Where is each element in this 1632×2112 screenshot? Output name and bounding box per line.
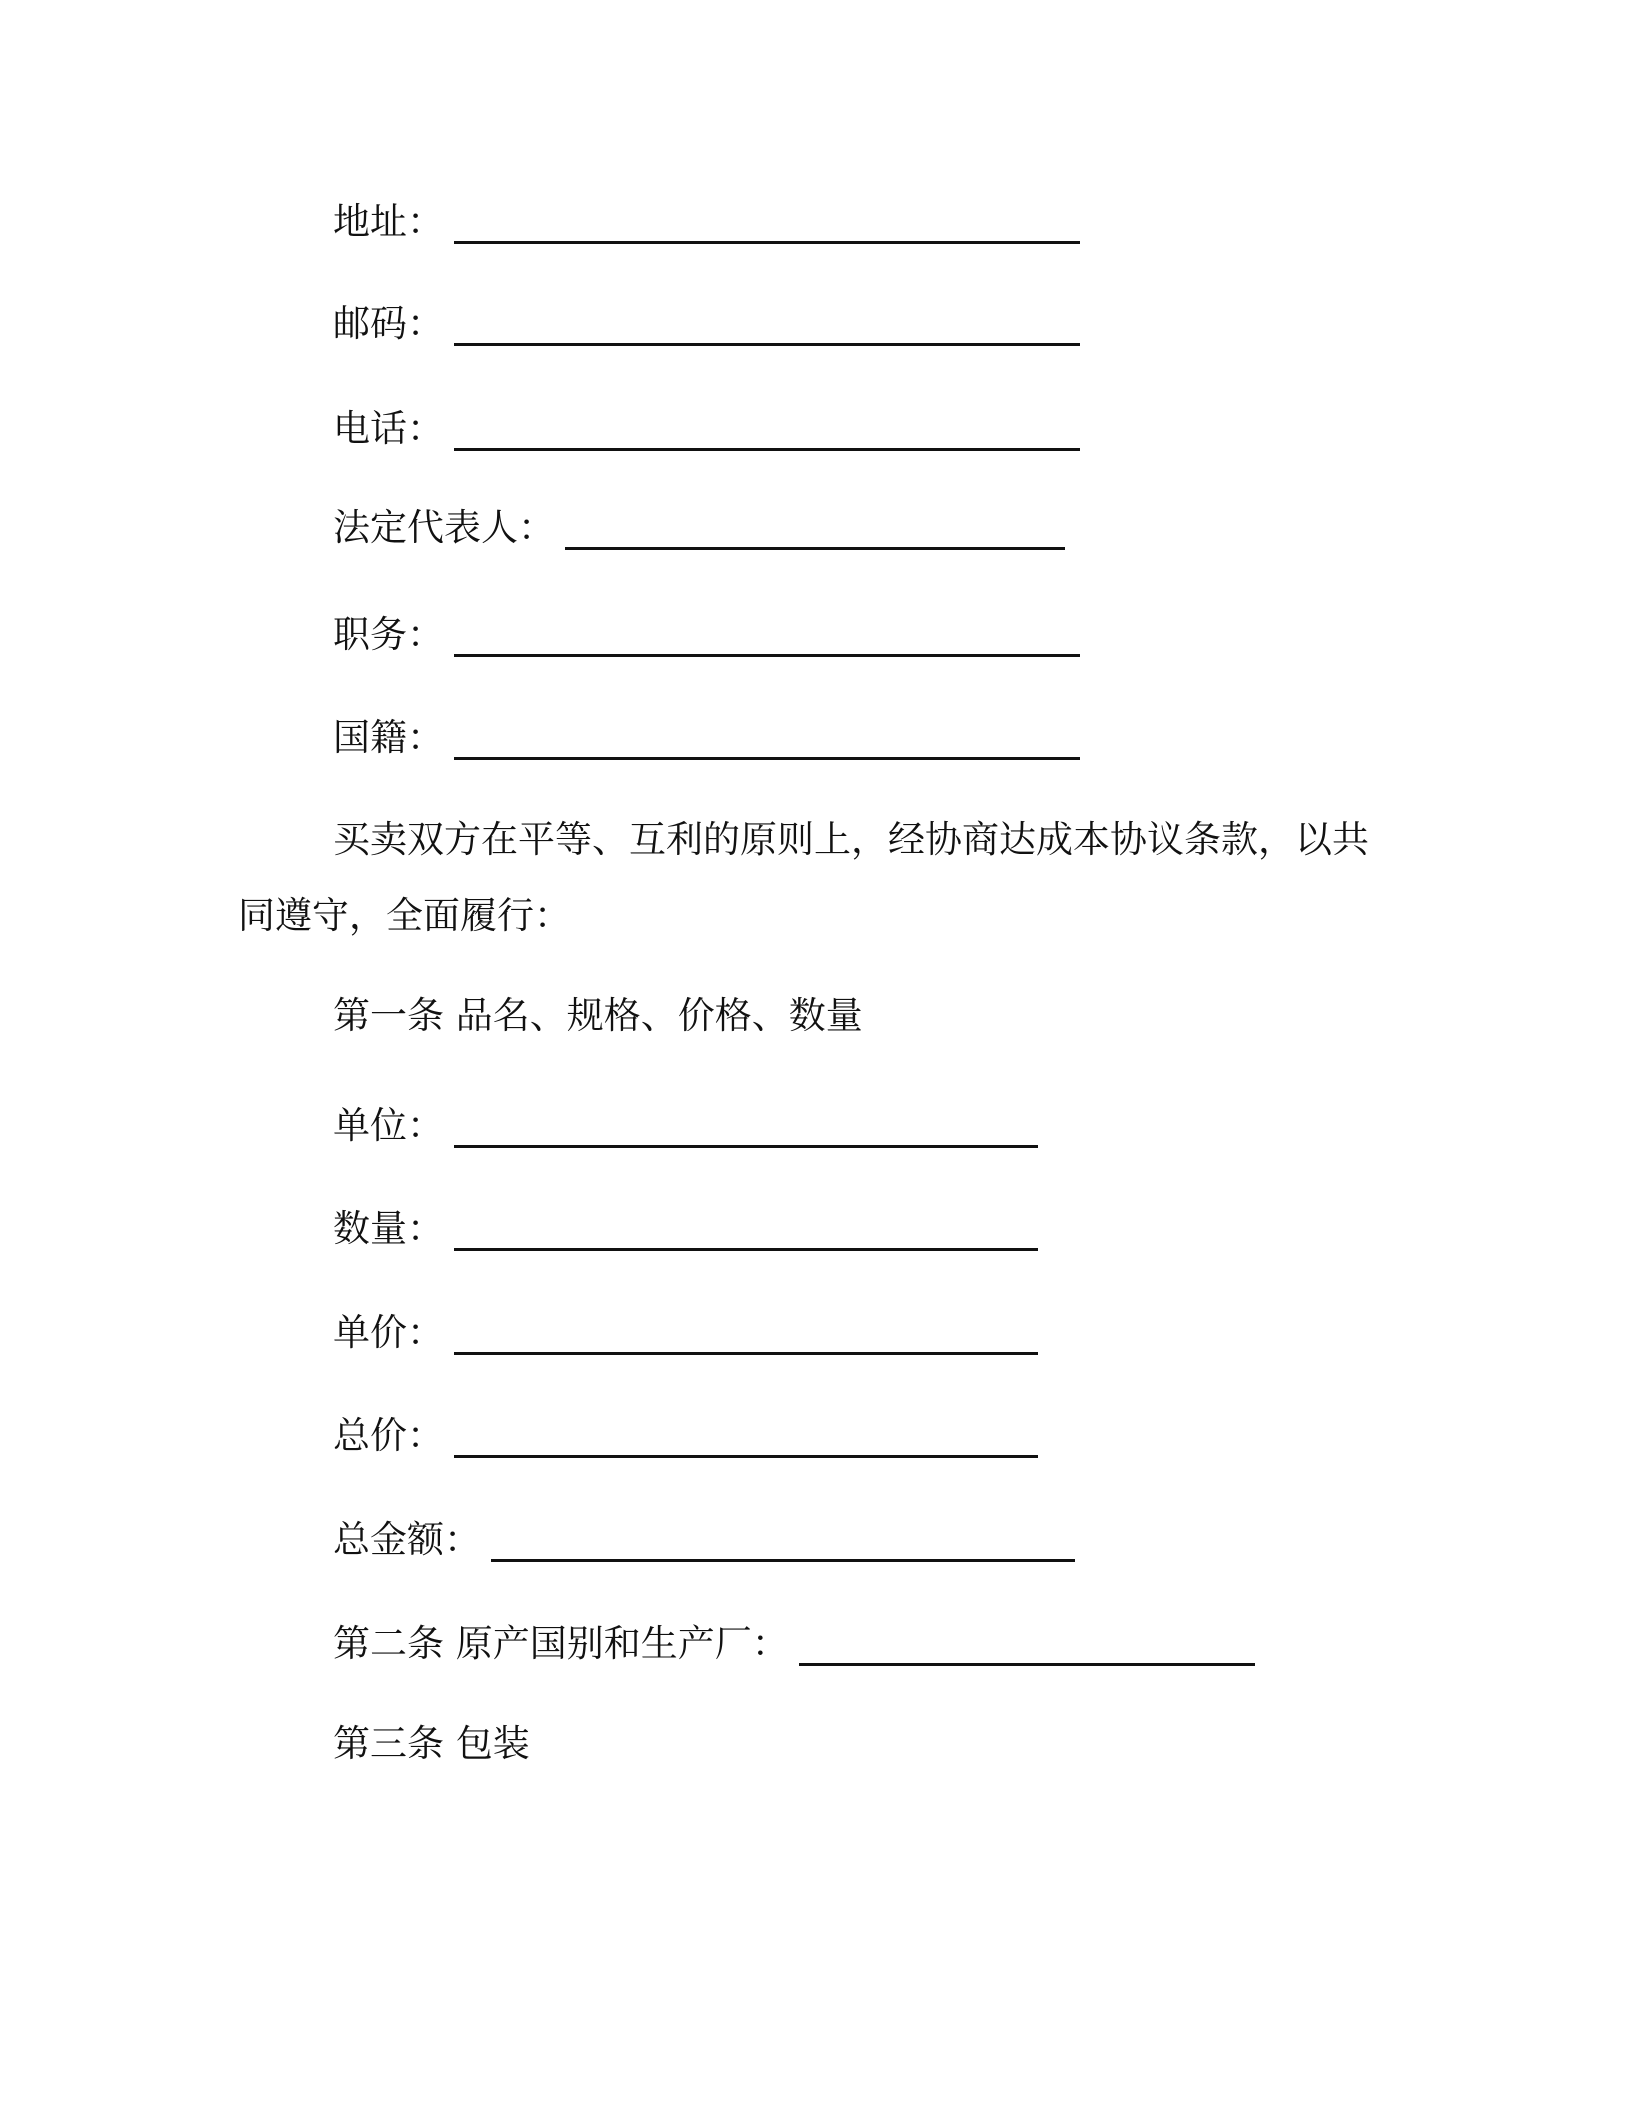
unit-field xyxy=(333,1100,1038,1152)
article2-label: 第二条 原产国别和生产厂： xyxy=(333,1622,789,1665)
total-price-field xyxy=(333,1410,1038,1462)
unit-price-label: 单价： xyxy=(333,1311,444,1354)
nationality-label: 国籍： xyxy=(333,716,444,759)
position-blank[interactable] xyxy=(454,654,1080,657)
total-amount-label: 总金额： xyxy=(333,1518,481,1561)
phone-blank[interactable] xyxy=(454,448,1080,451)
quantity-field xyxy=(333,1203,1038,1255)
article3-heading: 第三条 包装 xyxy=(333,1722,530,1765)
address-blank[interactable] xyxy=(454,241,1080,244)
origin-manufacturer-blank[interactable] xyxy=(799,1663,1255,1666)
quantity-blank[interactable] xyxy=(454,1248,1038,1251)
phone-field xyxy=(333,403,1080,455)
total-price-label: 总价： xyxy=(333,1414,444,1457)
legal-rep-blank[interactable] xyxy=(565,547,1065,550)
position-field xyxy=(333,609,1080,661)
total-price-blank[interactable] xyxy=(454,1455,1038,1458)
position-label: 职务： xyxy=(333,613,444,656)
address-field xyxy=(333,196,1080,248)
unit-price-blank[interactable] xyxy=(454,1352,1038,1355)
total-amount-field xyxy=(333,1514,1075,1566)
quantity-label: 数量： xyxy=(333,1207,444,1250)
unit-label: 单位： xyxy=(333,1104,444,1147)
article1-heading: 第一条 品名、规格、价格、数量 xyxy=(333,994,863,1037)
postcode-blank[interactable] xyxy=(454,343,1080,346)
address-label: 地址： xyxy=(333,200,444,243)
unit-blank[interactable] xyxy=(454,1145,1038,1148)
nationality-blank[interactable] xyxy=(454,757,1080,760)
legal-rep-field xyxy=(333,502,1065,554)
unit-price-field xyxy=(333,1307,1038,1359)
postcode-field xyxy=(333,298,1080,350)
origin-manufacturer-field xyxy=(333,1618,1255,1670)
total-amount-blank[interactable] xyxy=(491,1559,1075,1562)
nationality-field xyxy=(333,712,1080,764)
phone-label: 电话： xyxy=(333,407,444,450)
preamble-paragraph: 买卖双方在平等、互利的原则上，经协商达成本协议条款，以共同遵守，全面履行： xyxy=(238,818,1369,937)
postcode-label: 邮码： xyxy=(333,302,444,345)
legal-rep-label: 法定代表人： xyxy=(333,506,555,549)
